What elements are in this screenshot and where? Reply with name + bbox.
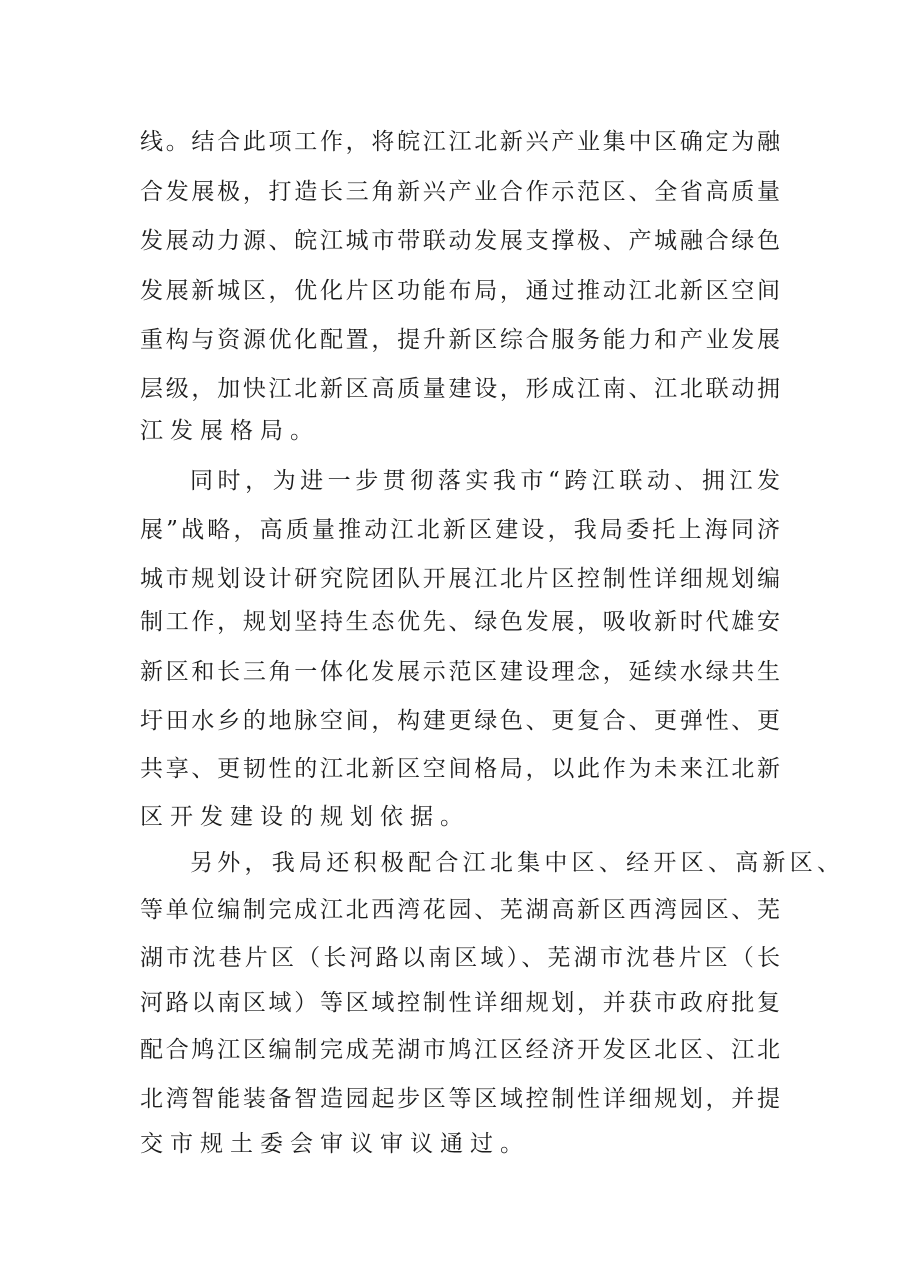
paragraph-1-line-1: 线。结合此项工作，将皖江江北新兴产业集中区确定为融	[140, 129, 780, 155]
paragraph-2-line-1: 同时，为进一步贯彻落实我市“跨江联动、拥江发	[190, 468, 780, 494]
paragraph-1-line-4: 发展新城区，优化片区功能布局，通过推动江北新区空间	[140, 278, 780, 304]
paragraph-1-line-6: 层级，加快江北新区高质量建设，形成江南、江北联动拥	[140, 376, 780, 402]
paragraph-1-line-2: 合发展极，打造长三角新兴产业合作示范区、全省高质量	[140, 179, 780, 205]
paragraph-3-line-1: 另外，我局还积极配合江北集中区、经开区、高新区、	[190, 850, 840, 876]
paragraph-2-line-7: 共享、更韧性的江北新区空间格局，以此作为未来江北新	[140, 756, 780, 782]
paragraph-2-line-6: 圩田水乡的地脉空间，构建更绿色、更复合、更弹性、更	[140, 708, 780, 734]
paragraph-1-line-5: 重构与资源优化配置，提升新区综合服务能力和产业发展	[140, 327, 780, 353]
paragraph-3-line-5: 配合鸠江区编制完成芜湖市鸠江区经济开发区北区、江北	[140, 1037, 780, 1063]
paragraph-1-line-7: 江发展格局。	[140, 418, 320, 444]
paragraph-3-line-7: 交市规土委会审议审议通过。	[140, 1131, 530, 1157]
paragraph-3-line-6: 北湾智能装备智造园起步区等区域控制性详细规划，并提	[140, 1086, 780, 1112]
paragraph-2-line-5: 新区和长三角一体化发展示范区建设理念，延续水绿共生	[140, 659, 780, 685]
paragraph-2-line-2: 展”战略，高质量推动江北新区建设，我局委托上海同济	[140, 517, 780, 543]
paragraph-1-line-3: 发展动力源、皖江城市带联动发展支撑极、产城融合绿色	[140, 228, 780, 254]
paragraph-3-line-3: 湖市沈巷片区（长河路以南区域）、芜湖市沈巷片区（长	[140, 945, 780, 971]
paragraph-2-line-4: 制工作，规划坚持生态优先、绿色发展，吸收新时代雄安	[140, 609, 780, 635]
paragraph-2-line-3: 城市规划设计研究院团队开展江北片区控制性详细规划编	[140, 566, 780, 592]
paragraph-3-line-4: 河路以南区域）等区域控制性详细规划，并获市政府批复	[140, 990, 780, 1016]
paragraph-2-line-8: 区开发建设的规划依据。	[140, 804, 470, 830]
paragraph-3-line-2: 等单位编制完成江北西湾花园、芜湖高新区西湾园区、芜	[140, 897, 780, 923]
